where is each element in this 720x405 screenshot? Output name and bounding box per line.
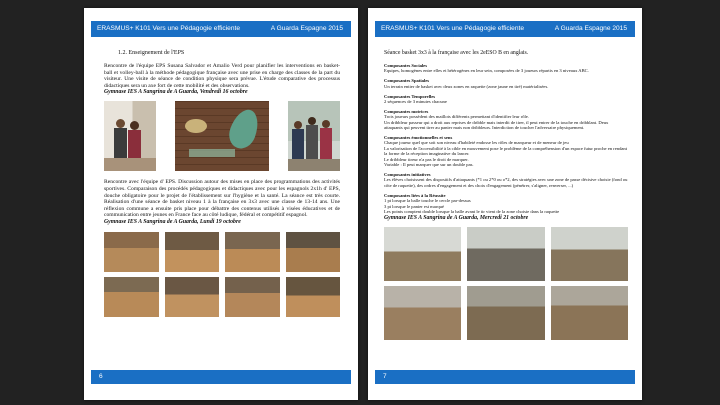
gym-photo: [384, 227, 461, 281]
header-project-title: ERASMUS+ K101 Vers une Pédagogie efficiente: [97, 25, 241, 32]
gym-photo: [384, 286, 461, 340]
photo-grid: [384, 227, 628, 340]
header-project-title: ERASMUS+ K101 Vers une Pédagogie efficiente: [381, 25, 525, 32]
page-footer: [91, 370, 351, 384]
component-title: Composantes Temporelles: [384, 93, 436, 99]
header-location: A Guarda Espagne 2015: [270, 25, 343, 32]
page-body: [384, 50, 628, 340]
page-6: [84, 8, 358, 400]
page-number: 6: [99, 373, 103, 380]
component-text: Equipes, homogènes entre elles et hétérogènes en leur sein, composées de 3 joueurs répartis en 3 niveaux ABC.: [384, 68, 589, 74]
page-header: [91, 21, 351, 37]
component-text: Un terrain entier de basket avec deux zones en raquette (zone jaune en tiré) matérialisées.: [384, 83, 549, 89]
photo-caption: Gymnase IES A Sangrina de A Guarda, Vendredi 16 octobre: [104, 89, 248, 96]
gym-photo: [551, 227, 628, 281]
component-text: 2 séquences de 3 minutes chacune: [384, 99, 447, 105]
session-intro: Séance basket 3x3 à la française avec les 2eESO B en anglais.: [384, 50, 529, 56]
photo-row: [104, 101, 340, 171]
photo-caption: Gymnase IES A Sangrina de A Guarda, Lundi 19 octobre: [104, 218, 241, 225]
photo-grid: [104, 232, 340, 317]
component-text: Chaque joueur quel que soit son niveau d'habileté endosse les rôles de marqueur et de meneur de jeu La valorisation de l'accessibilité à la cible en mouvement pose le problème de la compréhension d'un espace futur proche en rendant la forme de la réception imaginative du lancer. Le dribbleur tireur n'a pas le droit de marquer. Variable : Il peut marquer que sur un double pas.: [384, 140, 627, 168]
component-title: Composantes émotionnelles et sens: [384, 135, 453, 141]
gym-photo: [165, 277, 220, 317]
component-block: [384, 63, 628, 74]
component-block: [384, 109, 628, 131]
photo-caption: Gymnase IES A Sangrina de A Guarda, Mercredi 21 octobre: [384, 215, 529, 222]
photo-teachers: [104, 101, 156, 171]
component-text: 1 pt lorsque la balle touche le cercle par-dessus 3 pt lorsque le panier est marqué Les points comptent double lorsque la balle avant le tir vient de la zone choisie dans la raquette: [384, 198, 560, 214]
page-number: 7: [383, 373, 387, 380]
component-title: Composantes Sociales: [384, 63, 428, 68]
gym-photo: [467, 227, 544, 281]
component-text: Trois joueurs possèdent des maillots différents permettant d'identifier leur rôle. Un dribbleur passeur qui a droit aux reprises de dribble mais interdit de tirer, il peut entrer de la touche en dribblant. Deux attaquants qui peuvent tirer au panier mais non dribbleurs. Interdiction de toucher l'adversaire physiquement.: [384, 114, 609, 131]
gym-photo: [104, 232, 159, 272]
gym-photo: [225, 232, 280, 272]
paragraph: Rencontre avec l'équipe d' EPS. Discussion autour des mises en place des programmations des activités sportives. Comparaison des procédés pédagogiques et didactiques avec pour les espagnols 2x1h d' EPS, douche obligatoire pour le projet de l'établissement sur l'hygiène et la santé. La séance est très courte. Réalisation d'une séance de basket niveau 1 à la française en 3x3 avec une classe de 13-14 ans. Une réflexion commune a ensuite pris place pour débattre des contenus utilisés à visées éducatives et de communication entre jeunes en France face au côté ludique, fédéral et compétitif espagnol.: [104, 179, 340, 219]
gym-photo: [551, 286, 628, 340]
component-block: [384, 94, 628, 105]
gym-photo: [286, 232, 341, 272]
page-header: [375, 21, 635, 37]
component-block: [384, 172, 628, 188]
component-block: [384, 135, 628, 167]
component-title: Composantes motrices: [384, 108, 429, 114]
component-title: Composantes initiatives: [384, 172, 431, 177]
component-title: Composantes Spatiales: [384, 78, 430, 84]
gym-photo: [104, 277, 159, 317]
header-location: A Guarda Espagne 2015: [554, 25, 627, 32]
section-heading: 1.2. Enseignement de l'EPS: [118, 50, 185, 56]
photo-mural: [175, 101, 269, 171]
component-block: [384, 193, 628, 215]
page-footer: [375, 370, 635, 384]
gym-photo: [286, 277, 341, 317]
component-block: [384, 78, 628, 89]
page-body: [104, 50, 340, 317]
gym-photo: [467, 286, 544, 340]
component-text: Les élèves choisissent des dispositifs d'attaquants (*1 ou 2*0 ou o*2, des stratégies avec une zone de passe décisive choisie (fond ou côte de raquette), des ordres d'engagement et des choix d'engagement (pénétrer, s'aligner, renverser, ...): [384, 177, 628, 188]
component-title: Composantes liées à la Réussite: [384, 192, 446, 198]
paragraph: Rencontre de l'équipe EPS Susana Salvador et Amalio Verd pour planifier les interventions en basket-ball et volley-ball à la méthode pédagogique française avec une prise en charge des classes de la part du visiteur. Une visite de séance de condition physique sera prévue. L'étude comparative des processus didactiques sera un axe fort de cette mobilité et des observations.: [104, 63, 340, 89]
page-7: [368, 8, 642, 400]
photo-group: [288, 101, 340, 171]
gym-photo: [165, 232, 220, 272]
gym-photo: [225, 277, 280, 317]
